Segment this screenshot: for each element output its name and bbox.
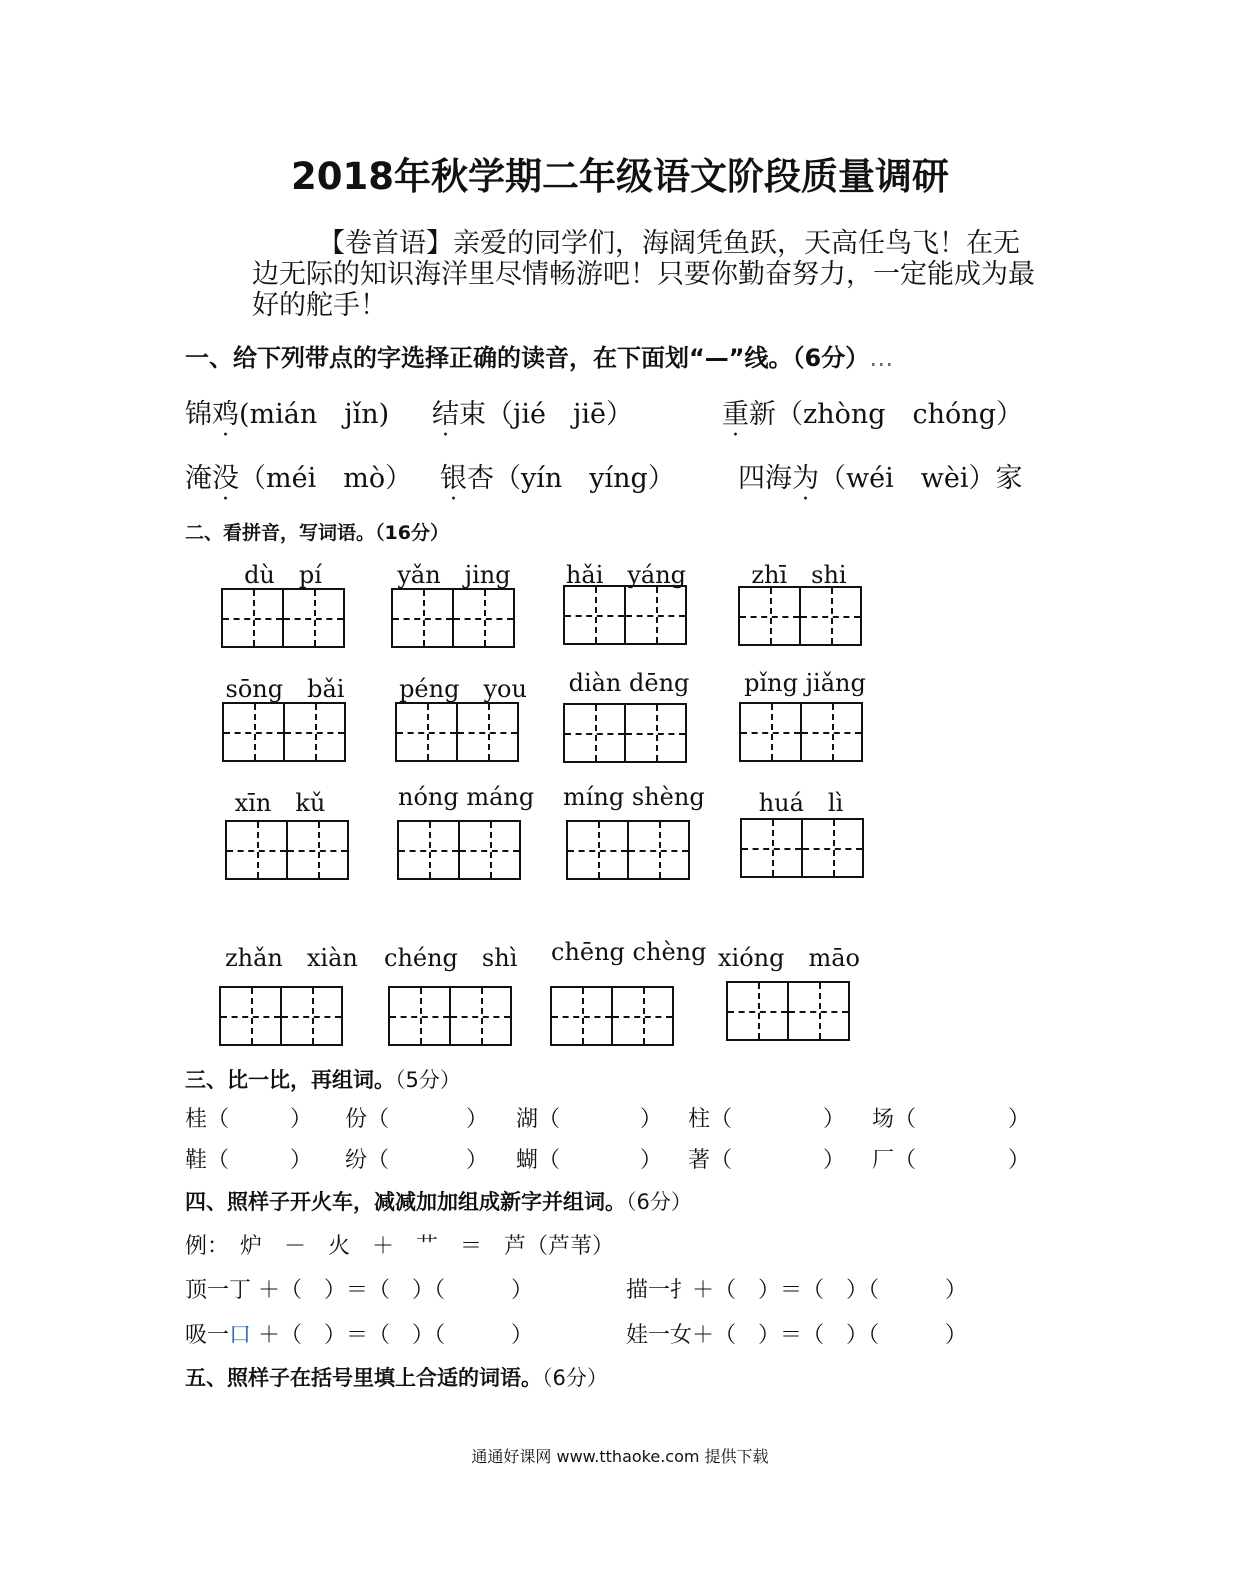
- pinyin-label: zhī shi: [751, 561, 847, 589]
- compare-cell: ）: [1008, 1148, 1031, 1173]
- pinyin-label: xióng māo: [718, 944, 860, 972]
- footer-source: 通通好课网 www.tthaoke.com 提供下载: [471, 1447, 769, 1466]
- writing-grid[interactable]: [739, 702, 863, 762]
- writing-grid[interactable]: [726, 981, 850, 1041]
- q1-item-1: 锦鸡(mián jǐn): [185, 399, 390, 430]
- pinyin-label: dù pí: [244, 561, 322, 589]
- section3-heading: 三、比一比，再组词。（5分）: [185, 1068, 461, 1092]
- writing-grid[interactable]: [740, 818, 864, 878]
- pinyin-label: huá lì: [758, 789, 844, 817]
- writing-grid[interactable]: [395, 702, 519, 762]
- q1-item-3: 重新（zhòng chóng）: [722, 399, 1023, 430]
- section5-heading: 五、照样子在括号里填上合适的词语。（6分）: [185, 1366, 608, 1390]
- q1-item-4: 淹没（méi mò）: [185, 463, 413, 494]
- pinyin-label: hǎi yáng: [565, 561, 687, 589]
- intro-paragraph: [252, 228, 1042, 321]
- compare-cell: 桂（: [185, 1107, 230, 1132]
- compare-cell: 蝴（: [516, 1148, 561, 1173]
- writing-grid[interactable]: [738, 586, 862, 646]
- writing-grid[interactable]: [563, 585, 687, 645]
- train-line-2-right: 娃一女＋（ ）＝（ ）（ ）: [626, 1323, 968, 1348]
- compare-cell: 份（: [345, 1107, 390, 1132]
- writing-grid[interactable]: [221, 588, 345, 648]
- pinyin-label: sōng bǎi: [225, 675, 345, 703]
- compare-cell: 著（: [688, 1148, 733, 1173]
- compare-cell: 鞋（: [185, 1148, 230, 1173]
- train-line-1-left: 顶一丁 ＋（ ）＝（ ）（ ）: [185, 1278, 533, 1303]
- page-title: 2018年秋学期二年级语文阶段质量调研: [291, 155, 949, 198]
- compare-cell: ）: [466, 1148, 489, 1173]
- writing-grid[interactable]: [388, 986, 512, 1046]
- writing-grid[interactable]: [550, 986, 674, 1046]
- compare-cell: ）: [823, 1148, 846, 1173]
- pinyin-label: yǎn jing: [397, 561, 511, 589]
- pinyin-label: nóng máng: [398, 783, 535, 811]
- compare-cell: 场（: [872, 1107, 917, 1132]
- writing-grid[interactable]: [563, 703, 687, 763]
- compare-cell: ）: [290, 1107, 313, 1132]
- compare-cell: ）: [466, 1107, 489, 1132]
- writing-grid[interactable]: [225, 820, 349, 880]
- pinyin-label: diàn dēng: [568, 669, 690, 697]
- writing-grid[interactable]: [566, 820, 690, 880]
- section4-heading: 四、照样子开火车，减减加加组成新字并组词。（6分）: [185, 1190, 692, 1214]
- compare-cell: ）: [640, 1107, 663, 1132]
- compare-cell: ）: [290, 1148, 313, 1173]
- train-line-1-right: 描一扌＋（ ）＝（ ）（ ）: [626, 1278, 968, 1303]
- example-line: 例： 炉 － 火 ＋ 艹 ＝ 芦（芦苇）: [185, 1234, 615, 1259]
- compare-cell: ）: [823, 1107, 846, 1132]
- compare-cell: 厂（: [872, 1148, 917, 1173]
- intro-text: 亲爱的同学们，海阔凭鱼跃，天高任鸟飞！在无边无际的知识海洋里尽情畅游吧！只要你勤奋努力，一定能成为最好的舵手！: [252, 228, 1035, 321]
- compare-cell: ）: [1008, 1107, 1031, 1132]
- writing-grid[interactable]: [219, 986, 343, 1046]
- pinyin-label: pǐng jiǎng: [744, 669, 866, 697]
- q1-item-5: 银杏（yín yíng）: [440, 463, 675, 494]
- pinyin-label: xīn kǔ: [234, 789, 326, 817]
- train-line-2-left: 吸一口 ＋（ ）＝（ ）（ ）: [185, 1323, 534, 1348]
- pinyin-label: míng shèng: [563, 783, 705, 811]
- writing-grid[interactable]: [397, 820, 521, 880]
- compare-cell: 湖（: [516, 1107, 561, 1132]
- q1-item-6: 四海为（wéi wèi）家: [738, 463, 1023, 494]
- q1-item-2: 结束（jié jiē）: [432, 399, 633, 430]
- compare-cell: ）: [640, 1148, 663, 1173]
- pinyin-label: péng you: [399, 675, 527, 703]
- compare-cell: 纷（: [345, 1148, 390, 1173]
- compare-cell: 柱（: [688, 1107, 733, 1132]
- pinyin-label: chéng shì: [384, 944, 518, 972]
- section2-heading: 二、看拼音，写词语。（16分）: [185, 522, 449, 544]
- writing-grid[interactable]: [391, 588, 515, 648]
- writing-grid[interactable]: [222, 702, 346, 762]
- section1-heading: 一、给下列带点的字选择正确的读音，在下面划“—”线。（6分）…: [185, 344, 900, 372]
- pinyin-label: zhǎn xiàn: [225, 944, 358, 972]
- pinyin-label: chēng chèng: [551, 938, 707, 966]
- intro-label: 【卷首语】: [318, 228, 453, 259]
